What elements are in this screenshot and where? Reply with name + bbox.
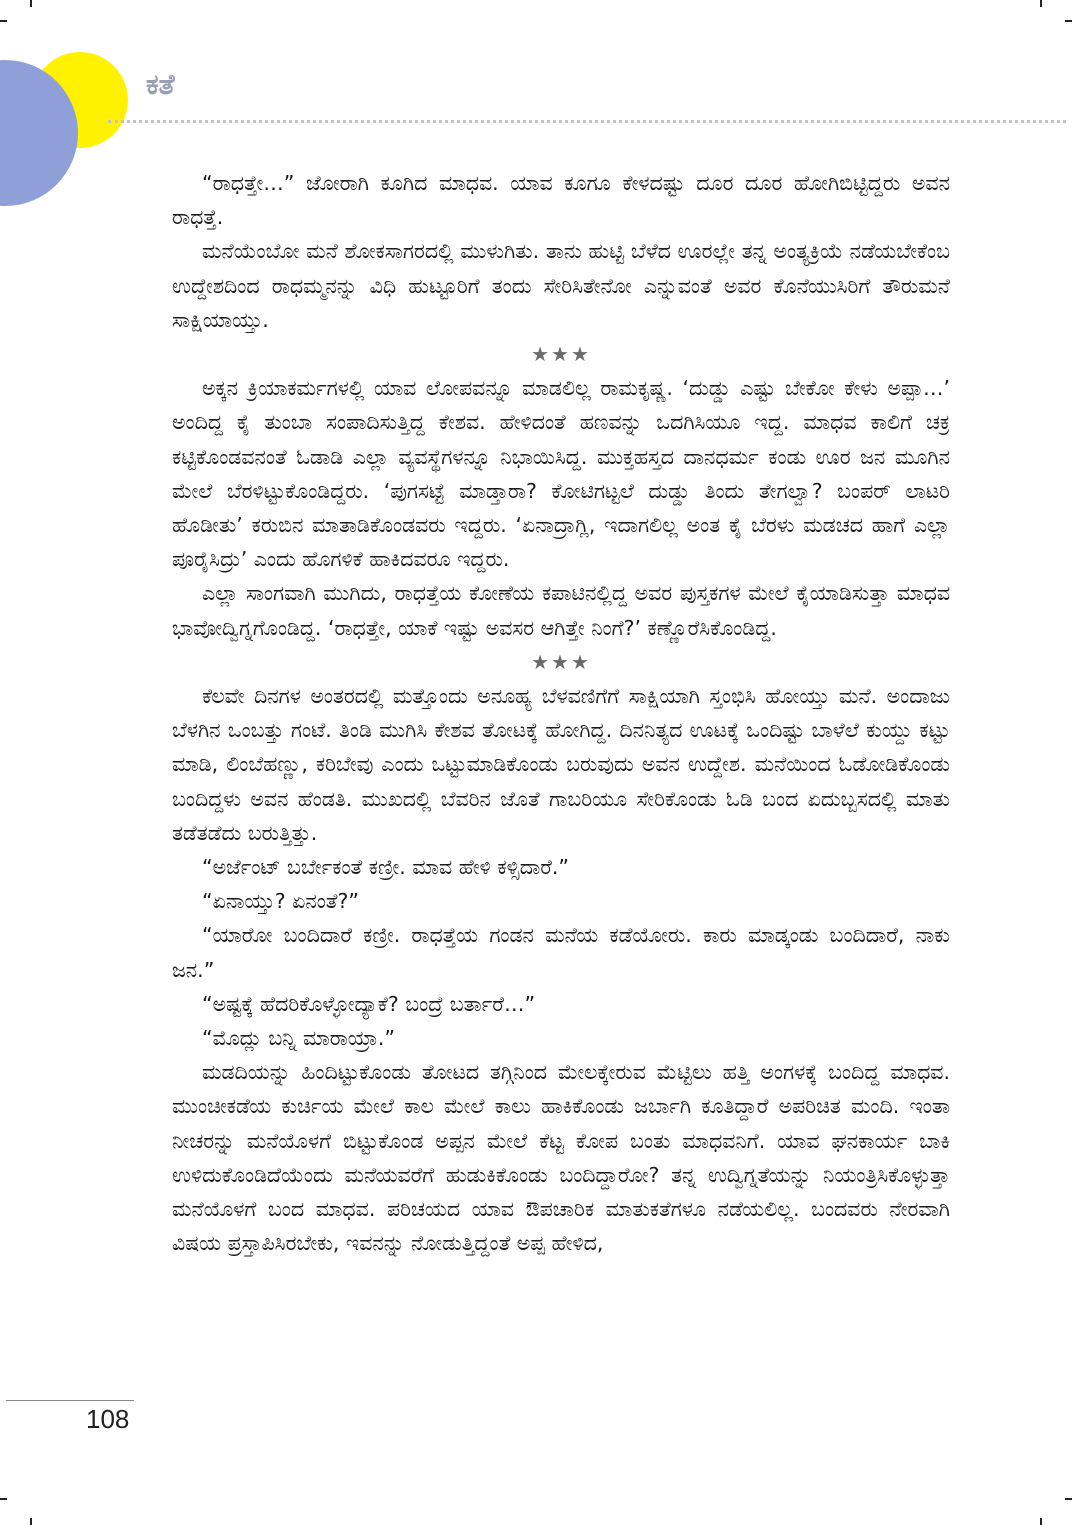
paragraph: ಎಲ್ಲಾ ಸಾಂಗವಾಗಿ ಮುಗಿದು, ರಾಧತ್ತೆಯ ಕೋಣೆಯ ಕಪಾಟಿನಲ್ಲಿದ್ದ ಅವರ ಪುಸ್ತಕಗಳ ಮೇಲೆ ಕೈಯಾಡಿಸುತ್ತಾ ಮಾಧವ ಭಾವೋದ್ವಿಗ್ನಗೊಂಡಿದ್ದ. ‘ರಾಧತ್ತೇ, ಯಾಕೆ ಇಷ್ಟು ಅವಸರ ಆಗಿತ್ತೇ ನಿಂಗೆ?’ ಕಣ್ಣೊರೆಸಿಕೊಂಡಿದ್ದ. bbox=[172, 581, 950, 640]
crop-mark bbox=[0, 1498, 7, 1500]
section-title: ಕತೆ bbox=[146, 68, 175, 101]
crop-mark bbox=[1065, 20, 1072, 22]
header-dotted-rule bbox=[108, 120, 1066, 123]
paragraph: “ಯಾರೋ ಬಂದಿದಾರೆ ಕಣ್ರೀ. ರಾಧತ್ತೆಯ ಗಂಡನ ಮನೆಯ ಕಡೆಯೋರು. ಕಾರು ಮಾಡ್ಕಂಡು ಬಂದಿದಾರೆ, ನಾಕು ಜನ.” bbox=[172, 923, 950, 982]
section-separator: ★★★ bbox=[531, 342, 591, 367]
crop-mark bbox=[1040, 0, 1042, 7]
crop-mark bbox=[1065, 1498, 1072, 1500]
paragraph: “ಮೊದ್ಲು ಬನ್ನಿ ಮಾರಾಯ್ರಾ.” bbox=[202, 1026, 396, 1051]
paragraph: “ಅಷ್ಟಕ್ಕೆ ಹೆದರಿಕೊಳ್ಳೋದ್ಯಾಕೆ? ಬಂದ್ರೆ ಬರ್ತಾರೆ…” bbox=[202, 991, 536, 1016]
paragraph: ಮನೆಯೆಂಬೋ ಮನೆ ಶೋಕಸಾಗರದಲ್ಲಿ ಮುಳುಗಿತು. ತಾನು ಹುಟ್ಟಿ ಬೆಳೆದ ಊರಲ್ಲೇ ತನ್ನ ಅಂತ್ಯಕ್ರಿಯೆ ನಡೆಯಬೇಕೆಂಬ ಉದ್ದೇಶದಿಂದ ರಾಧಮ್ಮನನ್ನು ವಿಧಿ ಹುಟ್ಟೂರಿಗೆ ತಂದು ಸೇರಿಸಿತೇನೋ ಎನ್ನುವಂತೆ ಅವರ ಕೊನೆಯುಸಿರಿಗೆ ತೌರುಮನೆ ಸಾಕ್ಷಿಯಾಯ್ತು. bbox=[172, 239, 950, 332]
paragraph: ಕೆಲವೇ ದಿನಗಳ ಅಂತರದಲ್ಲಿ ಮತ್ತೊಂದು ಅನೂಹ್ಯ ಬೆಳವಣಿಗೆಗೆ ಸಾಕ್ಷಿಯಾಗಿ ಸ್ತಂಭಿಸಿ ಹೋಯ್ತು ಮನೆ. ಅಂದಾಜು ಬೆಳಗಿನ ಒಂಬತ್ತು ಗಂಟೆ. ತಿಂಡಿ ಮುಗಿಸಿ ಕೇಶವ ತೋಟಕ್ಕೆ ಹೋಗಿದ್ದ. ದಿನನಿತ್ಯದ ಊಟಕ್ಕೆ ಒಂದಿಷ್ಟು ಬಾಳೆಲೆ ಕುಯ್ದು ಕಟ್ಟು ಮಾಡಿ, ಲಿಂಬೆಹಣ್ಣು, ಕರಿಬೇವು ಎಂದು ಒಟ್ಟುಮಾಡಿಕೊಂಡು ಬರುವುದು ಅವನ ಉದ್ದೇಶ. ಮನೆಯಿಂದ ಓಡೋಡಿಕೊಂಡು ಬಂದಿದ್ದಳು ಅವನ ಹೆಂಡತಿ. ಮುಖದಲ್ಲಿ ಬೆವರಿನ ಜೊತೆ ಗಾಬರಿಯೂ ಸೇರಿಕೊಂಡು ಓಡಿ ಬಂದ ಏದುಬ್ಬಸದಲ್ಲಿ ಮಾತು ತಡೆತಡೆದು ಬರುತ್ತಿತ್ತು. bbox=[172, 684, 950, 845]
paragraph: “ಅರ್ಜೆಂಟ್ ಬರ್ಬೇಕಂತೆ ಕಣ್ರೀ. ಮಾವ ಹೇಳಿ ಕಳ್ಸಿದಾರೆ.” bbox=[202, 855, 569, 880]
page-number: 108 bbox=[86, 1404, 130, 1434]
section-separator: ★★★ bbox=[531, 649, 591, 674]
story-body bbox=[172, 166, 950, 1261]
footer-rule bbox=[6, 1400, 134, 1401]
crop-mark bbox=[0, 20, 7, 22]
paragraph: “ಏನಾಯ್ತು? ಏನಂತೆ?” bbox=[202, 889, 359, 914]
paragraph: ಮಡದಿಯನ್ನು ಹಿಂದಿಟ್ಟುಕೊಂಡು ತೋಟದ ತಗ್ಗಿನಿಂದ ಮೇಲಕ್ಕೇರುವ ಮೆಟ್ಟಿಲು ಹತ್ತಿ ಅಂಗಳಕ್ಕೆ ಬಂದಿದ್ದ ಮಾಧವ. ಮುಂಚೀಕಡೆಯ ಕುರ್ಚಿಯ ಮೇಲೆ ಕಾಲ ಮೇಲೆ ಕಾಲು ಹಾಕಿಕೊಂಡು ಜರ್ಬಾಗಿ ಕೂತಿದ್ದಾರೆ ಅಪರಿಚಿತ ಮಂದಿ. ಇಂತಾ ನೀಚರನ್ನು ಮನೆಯೊಳಗೆ ಬಿಟ್ಟುಕೊಂಡ ಅಪ್ಪನ ಮೇಲೆ ಕೆಟ್ಟ ಕೋಪ ಬಂತು ಮಾಧವನಿಗೆ. ಯಾವ ಘನಕಾರ್ಯ ಬಾಕಿ ಉಳಿದುಕೊಂಡಿದೆಯೆಂದು ಮನೆಯವರೆಗೆ ಹುಡುಕಿಕೊಂಡು ಬಂದಿದ್ದಾರೋ? ತನ್ನ ಉದ್ವಿಗ್ನತೆಯನ್ನು ನಿಯಂತ್ರಿಸಿಕೊಳ್ಳುತ್ತಾ ಮನೆಯೊಳಗೆ ಬಂದ ಮಾಧವ. ಪರಿಚಯದ ಯಾವ ಔಪಚಾರಿಕ ಮಾತುಕತೆಗಳೂ ನಡೆಯಲಿಲ್ಲ. ಬಂದವರು ನೇರವಾಗಿ ವಿಷಯ ಪ್ರಸ್ತಾಪಿಸಿರಬೇಕು, ಇವನನ್ನು ನೋಡುತ್ತಿದ್ದಂತೆ ಅಪ್ಪ ಹೇಳಿದ, bbox=[172, 1060, 950, 1256]
crop-mark bbox=[1040, 1518, 1042, 1525]
paragraph: “ರಾಧತ್ತೇ…” ಜೋರಾಗಿ ಕೂಗಿದ ಮಾಧವ. ಯಾವ ಕೂಗೂ ಕೇಳದಷ್ಟು ದೂರ ದೂರ ಹೋಗಿಬಿಟ್ಟಿದ್ದರು ಅವನ ರಾಧತ್ತೆ. bbox=[172, 171, 950, 230]
paragraph: ಅಕ್ಕನ ಕ್ರಿಯಾಕರ್ಮಗಳಲ್ಲಿ ಯಾವ ಲೋಪವನ್ನೂ ಮಾಡಲಿಲ್ಲ ರಾಮಕೃಷ್ಣ. ‘ದುಡ್ಡು ಎಷ್ಟು ಬೇಕೋ ಕೇಳು ಅಪ್ಪಾ…’ ಅಂದಿದ್ದ ಕೈ ತುಂಬಾ ಸಂಪಾದಿಸುತ್ತಿದ್ದ ಕೇಶವ. ಹೇಳಿದಂತೆ ಹಣವನ್ನು ಒದಗಿಸಿಯೂ ಇದ್ದ. ಮಾಧವ ಕಾಲಿಗೆ ಚಕ್ರ ಕಟ್ಟಿಕೊಂಡವನಂತೆ ಓಡಾಡಿ ಎಲ್ಲಾ ವ್ಯವಸ್ಥೆಗಳನ್ನೂ ನಿಭಾಯಿಸಿದ್ದ. ಮುಕ್ತಹಸ್ತದ ದಾನಧರ್ಮ ಕಂಡು ಊರ ಜನ ಮೂಗಿನ ಮೇಲೆ ಬೆರಳಿಟ್ಟುಕೊಂಡಿದ್ದರು. ‘ಪುಗಸಟ್ಟೆ ಮಾಡ್ತಾರಾ? ಕೋಟಿಗಟ್ಟಲೆ ದುಡ್ಡು ತಿಂದು ತೇಗಲ್ವಾ? ಬಂಪರ್ ಲಾಟರಿ ಹೊಡೀತು’ ಕರುಬಿನ ಮಾತಾಡಿಕೊಂಡವರು ಇದ್ದರು. ‘ಏನಾದ್ರಾಗ್ಲಿ, ಇದಾಗಲಿಲ್ಲ ಅಂತ ಕೈ ಬೆರಳು ಮಡಚದ ಹಾಗೆ ಎಲ್ಲಾ ಪೂರೈಸಿದ್ರು’ ಎಂದು ಹೊಗಳಿಕೆ ಹಾಕಿದವರೂ ಇದ್ದರು. bbox=[172, 376, 950, 572]
crop-mark bbox=[30, 0, 32, 7]
crop-mark bbox=[30, 1518, 32, 1525]
